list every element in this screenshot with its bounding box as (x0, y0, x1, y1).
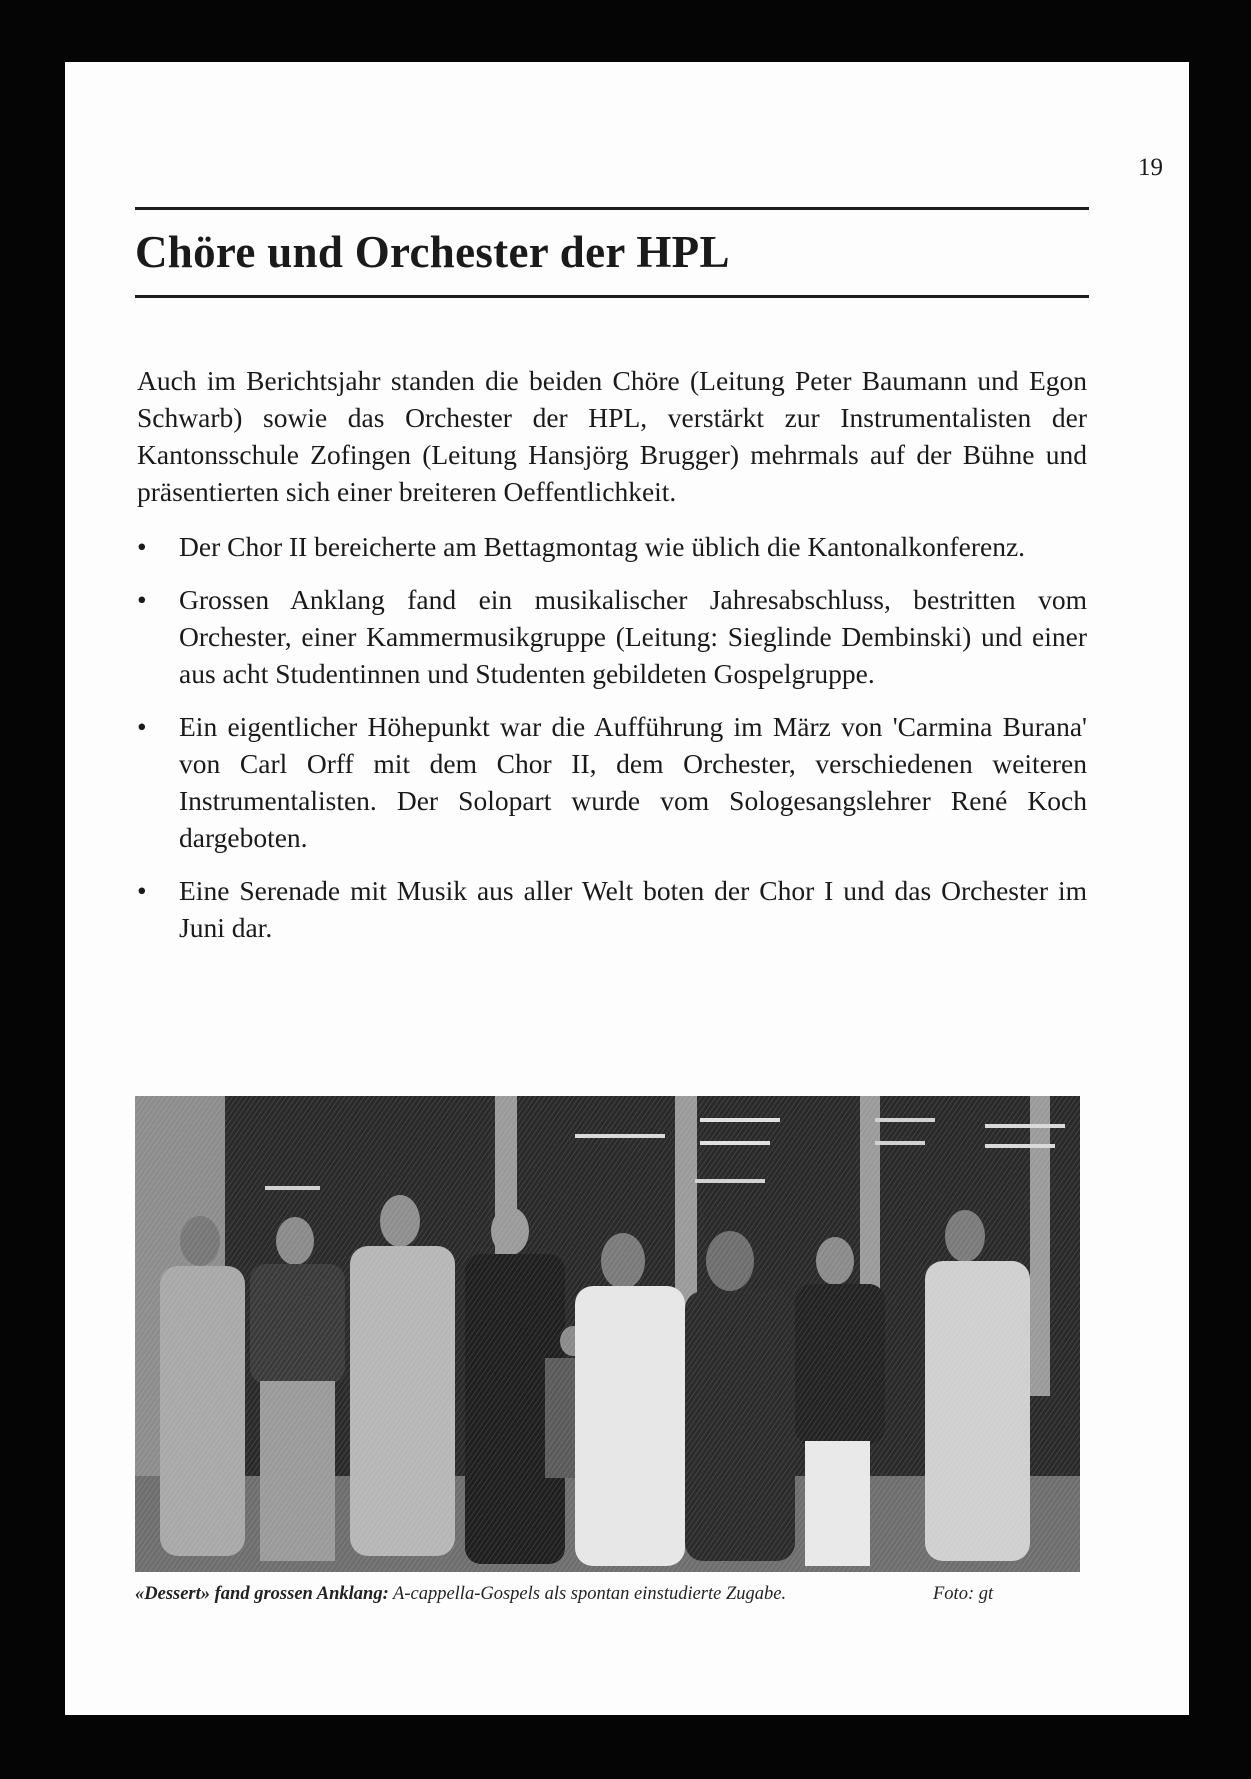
list-item (137, 872, 1087, 946)
title-rule-bottom (135, 295, 1089, 298)
bullet-list (137, 528, 1087, 946)
list-item-text: Grossen Anklang fand ein musikalischer Jahresabschluss, bestritten vom Orchester, einer Kammermusikgruppe (Leitung: Sieglinde Dembinski) und einer aus acht Studentinnen und Studenten gebildeten Gospelgruppe. (179, 584, 1087, 689)
photo-illustration (135, 1096, 1080, 1572)
list-item (137, 581, 1087, 692)
list-item-text: Der Chor II bereicherte am Bettagmontag wie üblich die Kantonalkonferenz. (179, 531, 1026, 562)
bullet-icon: • (137, 584, 147, 615)
bullet-icon: • (137, 531, 147, 562)
list-item (137, 528, 1087, 565)
list-item-text: Eine Serenade mit Musik aus aller Welt boten der Chor I und das Orchester im Juni dar. (179, 875, 1087, 943)
choir-photo (135, 1096, 1080, 1572)
bullet-icon: • (137, 875, 147, 906)
article-body (137, 362, 1087, 946)
photo-credit: Foto: gt (933, 1584, 994, 1604)
bullet-icon: • (137, 711, 147, 742)
title-rule-top (135, 207, 1089, 210)
intro-paragraph: Auch im Berichtsjahr standen die beiden Chöre (Leitung Peter Baumann und Egon Schwarb) sowie das Orchester der HPL, verstärkt zur Instrumentalisten der Kantonsschule Zofingen (Leitung Hansjörg Brugger) mehrmals auf der Bühne und präsentierten sich einer breiteren Oeffentlichkeit. (137, 365, 1087, 507)
list-item-text: Ein eigentlicher Höhepunkt war die Aufführung im März von 'Carmina Burana' von Carl Orff mit dem Chor II, dem Orchester, verschiedenen weiteren Instrumentalisten. Der Solopart wurde vom Sologesangslehrer René Koch dargeboten. (179, 711, 1087, 853)
caption-lead: «Dessert» fand grossen Anklang: (135, 1584, 389, 1604)
caption-text: A-cappella-Gospels als spontan einstudierte Zugabe. (388, 1584, 787, 1604)
page-title: Chöre und Orchester der HPL (135, 227, 730, 277)
document-page (65, 62, 1189, 1715)
page-number: 19 (1138, 154, 1163, 181)
list-item (137, 708, 1087, 856)
